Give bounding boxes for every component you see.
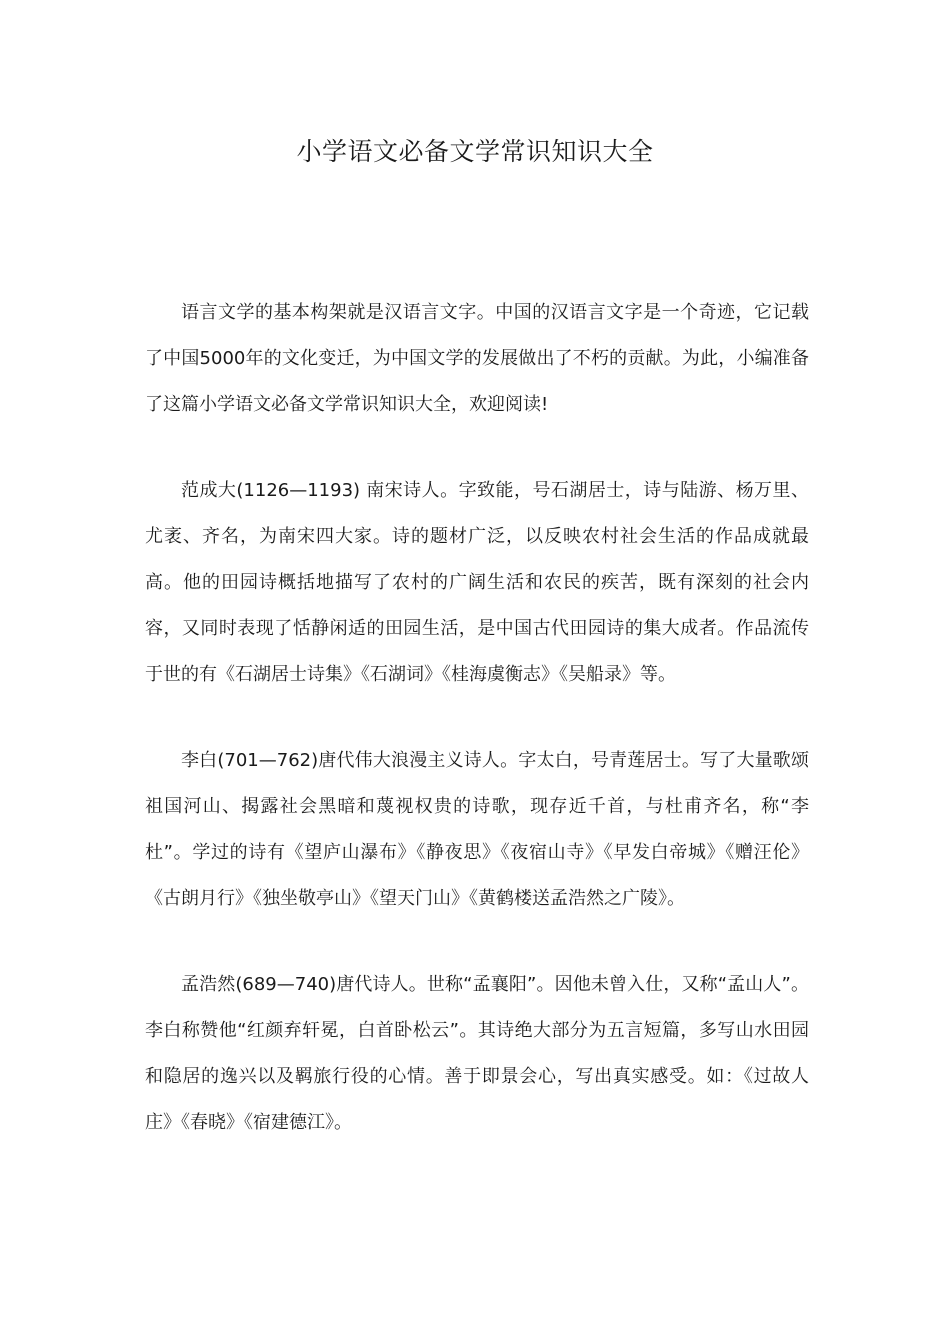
- paragraph-intro: 语言文学的基本构架就是汉语言文字。中国的汉语言文字是一个奇迹，它记载了中国5000年的文化变迁，为中国文学的发展做出了不朽的贡献。为此，小编准备了这篇小学语文必备文学常识知识大全，欢迎阅读!: [145, 302, 809, 415]
- paragraph-li-bai: 李白(701—762)唐代伟大浪漫主义诗人。字太白，号青莲居士。写了大量歌颂祖国河山、揭露社会黑暗和蔑视权贵的诗歌，现存近千首，与杜甫齐名，称“李杜”。学过的诗有《望庐山瀑布》《静夜思》《夜宿山寺》《早发白帝城》《赠汪伦》《古朗月行》《独坐敬亭山》《望天门山》《黄鹤楼送孟浩然之广陵》。: [145, 750, 809, 909]
- document-body: [145, 290, 809, 1186]
- paragraph-meng-haoran: 孟浩然(689—740)唐代诗人。世称“孟襄阳”。因他未曾入仕，又称“孟山人”。李白称赞他“红颜弃轩冕，白首卧松云”。其诗绝大部分为五言短篇，多写山水田园和隐居的逸兴以及羁旅行役的心情。善于即景会心，写出真实感受。如：《过故人庄》《春晓》《宿建德江》。: [145, 974, 809, 1133]
- paragraph-fan-chengda: 范成大(1126—1193) 南宋诗人。字致能，号石湖居士，诗与陆游、杨万里、尤袤、齐名，为南宋四大家。诗的题材广泛，以反映农村社会生活的作品成就最高。他的田园诗概括地描写了农村的广阔生活和农民的疾苦，既有深刻的社会内容，又同时表现了恬静闲适的田园生活，是中国古代田园诗的集大成者。作品流传于世的有《石湖居士诗集》《石湖词》《桂海虞衡志》《吴船录》等。: [145, 480, 809, 685]
- document-title: 小学语文必备文学常识知识大全: [296, 137, 654, 166]
